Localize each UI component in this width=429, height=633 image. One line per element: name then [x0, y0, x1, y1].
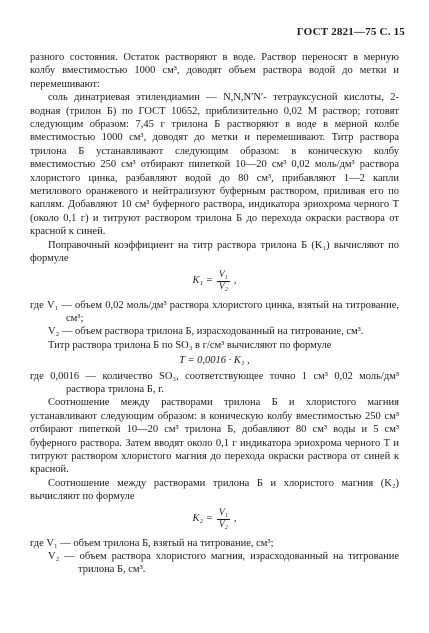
paragraph-2: соль динатриевая этилендиамин — N,N,N′N′- тетрауксусной кислоты, 2-водная (трилон Б) по ГОСТ 10652, приблизительно 0,02 М раствор; готовят следующим образом: 7,45 г трилона Б растворяют в воде в мерной колбе вместимостью 1000 см³, доводят до метки и перемешивают. Титр раствора трилона Б устанавливают следующим образом: в коническую колбу вместимостью 250 см³ отбирают пипеткой 10—20 см³ 0,02 моль/дм³ раствора хлористого цинка, разбавляют водой до 80 см³, прибавляют 1—2 капли метилового оранжевого и нейтрализуют буферным раствором, приливая его по каплям. Добавляют 10 см³ буферного раствора, индикатора эриохрома черного Т (около 0,1 г) и титруют раствором трилона Б до перехода окраски раствора от красной к синей. [30, 92, 399, 238]
definition-v2-magnesium: V₂ — объем раствора хлористого магния, израсходованный на титрование трилона Б, см³. [48, 551, 399, 576]
paragraph-5: Соотношение между растворами трилона Б и хлористого магния устанавливают следующим образом: в коническую колбу вместимостью 250 см³ отбирают пипеткой 10—20 см³ трилона Б, добавляют 80 см³ воды и 5 см³ буферного раствора. Затем вводят около 0,1 г индикатора эриохрома черного Т и титруют раствором хлористого магния до перехода окраски раствора от синей к красной. [30, 397, 399, 476]
paragraph-3: Поправочный коэффициент на титр раствора трилона Б (K₁) вычисляют по формуле [30, 239, 399, 265]
formula-k1-fraction [217, 270, 230, 293]
definition-v2: V₂ — объем раствора трилона Б, израсходованный на титрование, см³. [48, 326, 364, 338]
formula-k2-denominator: V₂ [218, 519, 228, 530]
formula-k1 [30, 270, 399, 293]
page-header: ГОСТ 2821—75 С. 15 [296, 26, 405, 38]
formula-k2-fraction [217, 508, 230, 531]
formula-k2-numerator: V₁ [218, 507, 228, 518]
formula-k1-lhs: K₁ = [192, 275, 213, 287]
formula-k2-end: , [233, 513, 237, 525]
formula-k1-denominator: V₂ [218, 281, 228, 292]
definition-0016: где 0,0016 — количество SO₃, соответствующее точно 1 см³ 0,02 моль/дм³ раствора трилона Б, г. [30, 370, 399, 395]
paragraph-6: Соотношение между растворами трилона Б и хлористого магния (K₂) вычисляют по формуле [30, 477, 399, 503]
formula-k2-lhs: K₂ = [192, 513, 213, 525]
definition-v1: где V₁ — объем 0,02 моль/дм³ раствора хлористого цинка, взятый на титрование, см³; [30, 299, 399, 324]
document-body [30, 51, 399, 577]
definition-v1-trilon: где V₁ — объем трилона Б, взятый на титрование, см³; [30, 537, 274, 549]
formula-k1-numerator: V₁ [218, 269, 228, 280]
formula-k2 [30, 508, 399, 531]
paragraph-1: разного состояния. Остаток растворяют в воде. Раствор переносят в мерную колбу вместимостью 1000 см³, доводят объем раствора водой до метки и перемешивают: [30, 52, 399, 90]
formula-k1-end: , [233, 275, 237, 287]
formula-t: T = 0,0016 · K₁ , [179, 355, 250, 367]
paragraph-4: Титр раствора трилона Б по SO₃ в г/см³ вычисляют по формуле [48, 339, 332, 351]
